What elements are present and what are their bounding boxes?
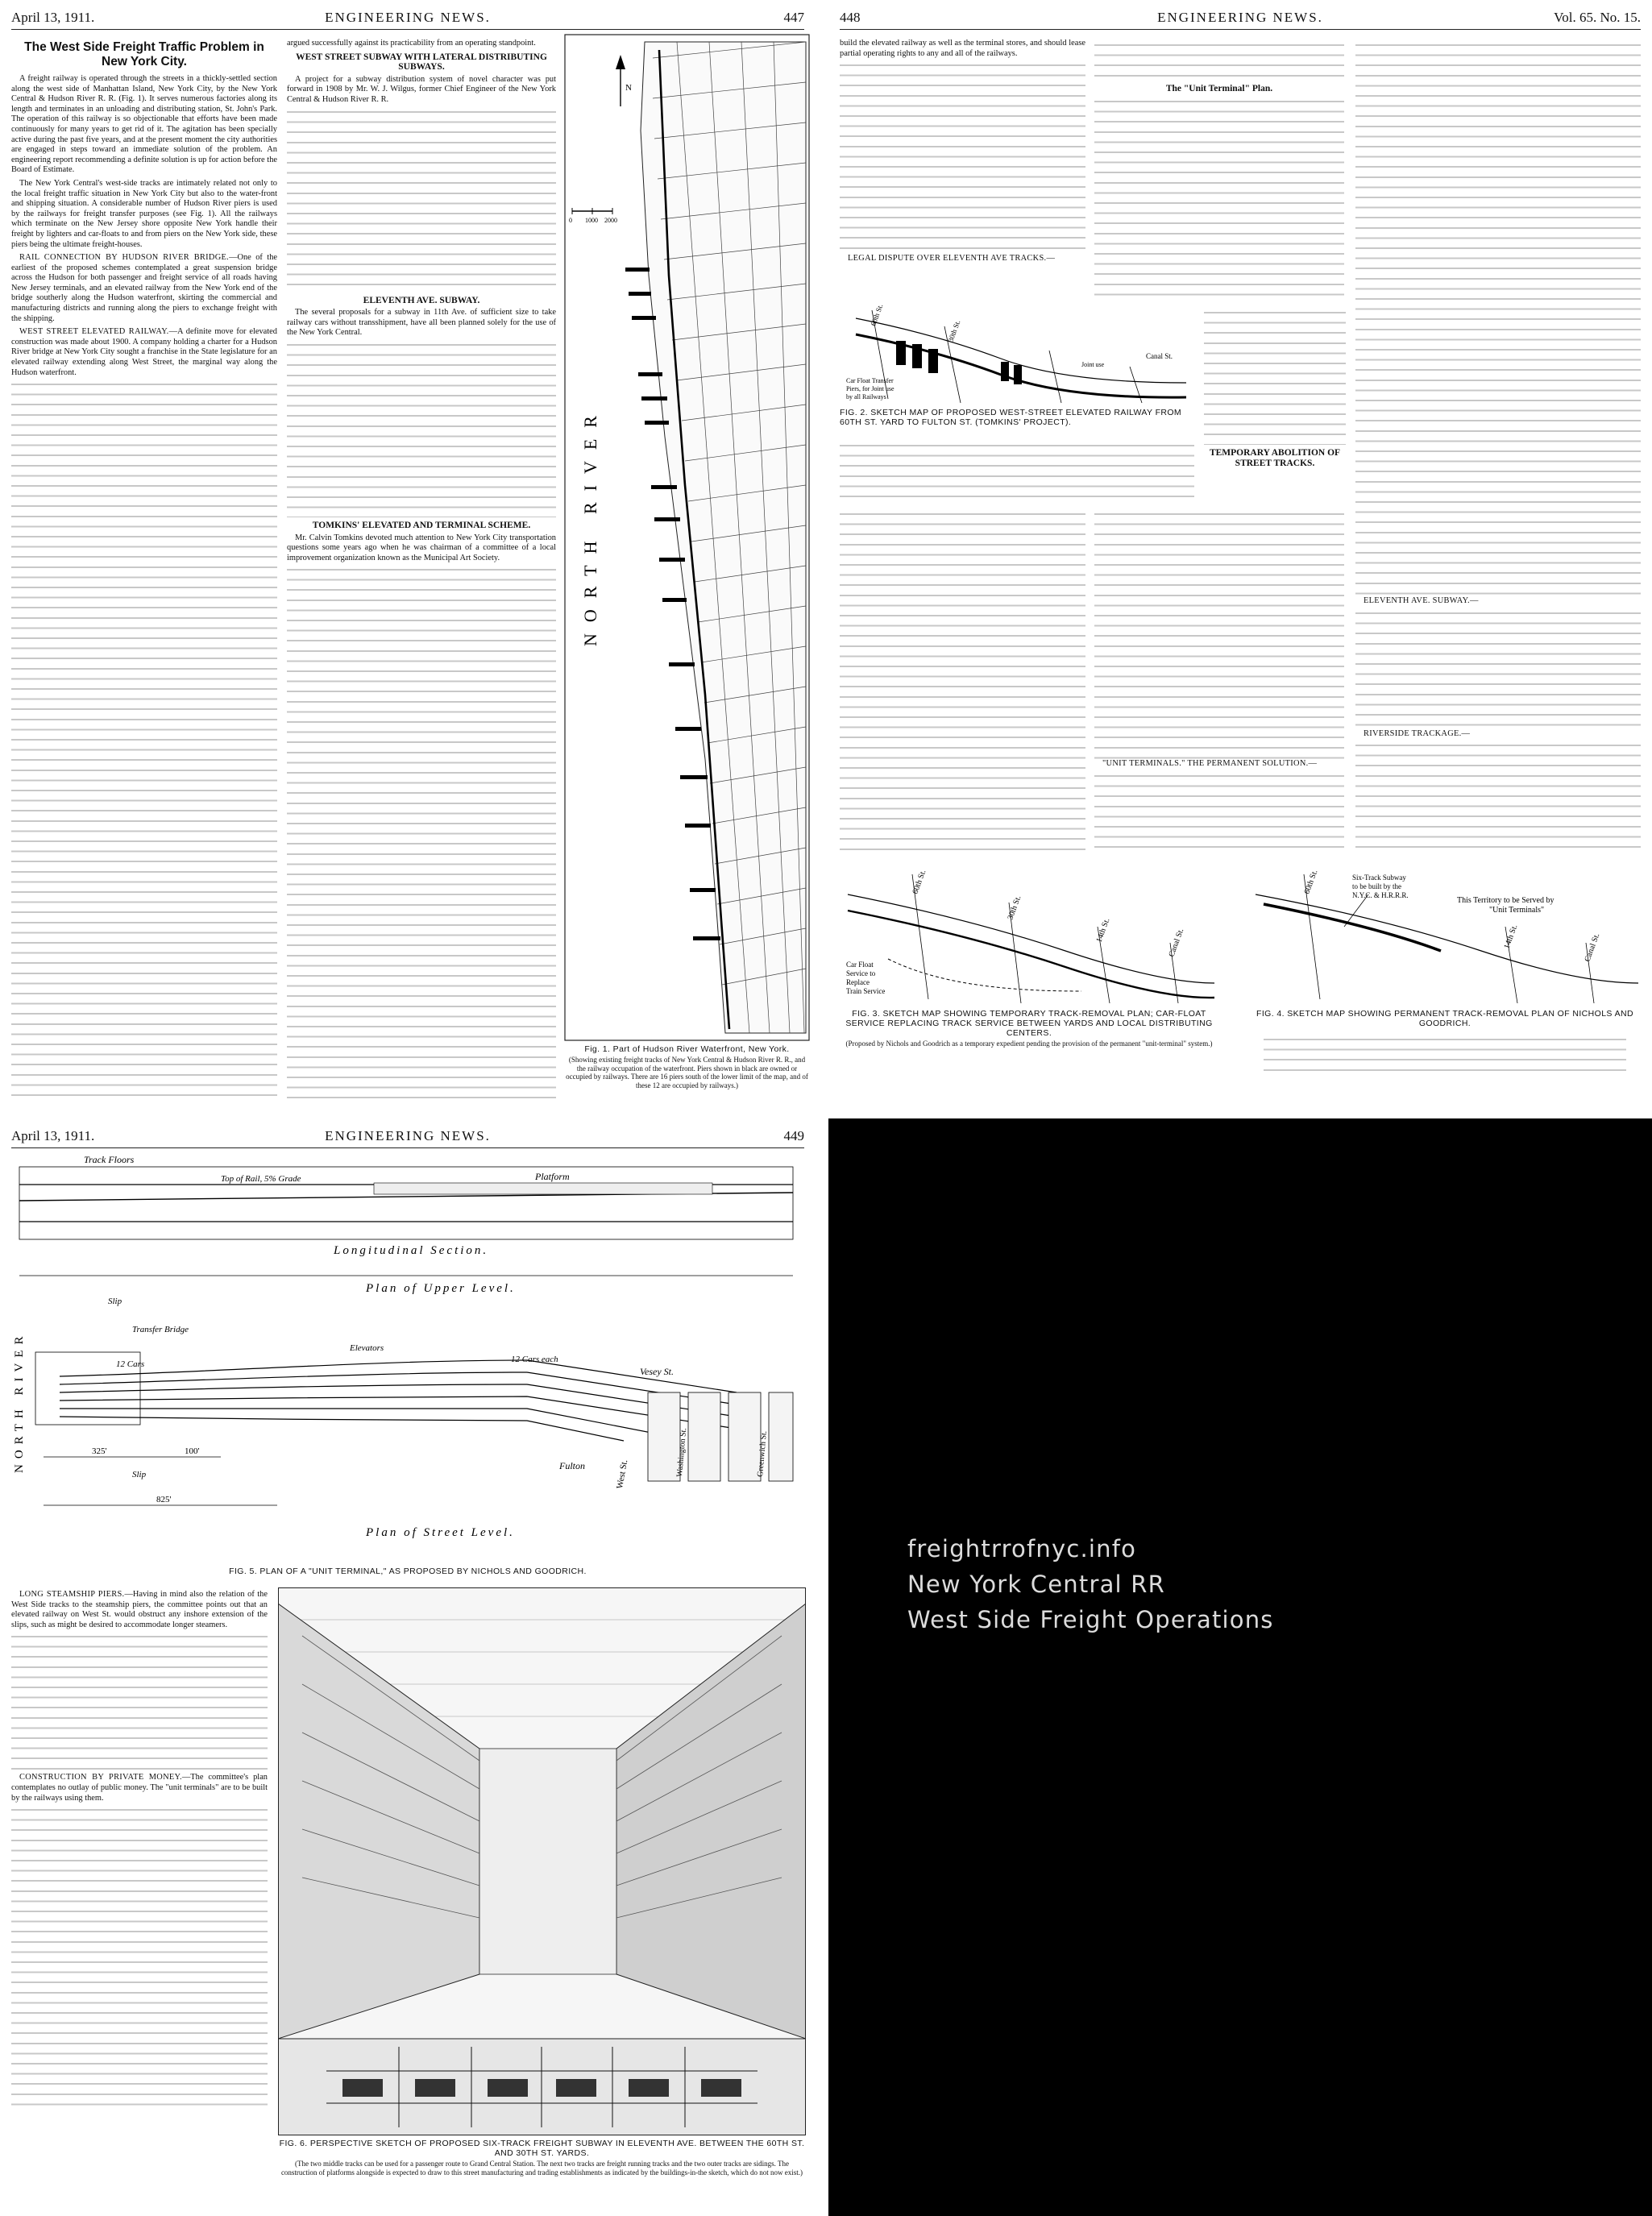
body-text-block [1094, 509, 1344, 759]
running-head [840, 8, 1641, 30]
svg-text:Longitudinal Section.: Longitudinal Section. [334, 1244, 489, 1257]
volume-number: Vol. 65. No. 15. [1554, 10, 1641, 25]
credit-railroad: New York Central RR [907, 1571, 1165, 1598]
figure-1-map [564, 34, 810, 1041]
section-text-west-street: A definite move for elevated construction was made about 1900. A company holding a charter for a Hudson River bridge at New York City sought a franchise in the State legislature for an elevated railway extending along West Street, the marginal way along the Hudson waterfront. [11, 327, 277, 377]
article-column-5: ELEVENTH AVE. SUBWAY.— RIVERSIDE TRACKAGE.— [1355, 39, 1641, 854]
section-head-subway: WEST STREET SUBWAY WITH LATERAL DISTRIBUTING SUBWAYS. [296, 52, 547, 73]
page-date: April 13, 1911. [11, 10, 95, 25]
svg-text:Six-Track Subway: Six-Track Subway [1352, 874, 1406, 882]
section-text-eleventh: The several proposals for a subway in 11th Ave. of sufficient size to take railway cars without transshipment, have all been planned solely for the use of the New York Central. [287, 308, 556, 338]
svg-text:Car Float Transfer: Car Float Transfer [846, 377, 894, 384]
journal-name: ENGINEERING NEWS. [325, 1128, 491, 1143]
svg-text:Track Floors: Track Floors [84, 1154, 135, 1165]
svg-text:This Territory to be Served by: This Territory to be Served by [1457, 896, 1554, 905]
figure-6-note: (The two middle tracks can be used for a passenger route to Grand Central Station. The next two tracks are freight running tracks and the two outer tracks are sidings. The construction of platforms alongside is expected to draw to this street manufacturing and trading establishments as indicated by the buildings-in-the sketch, which do not now exist.) [280, 2160, 803, 2177]
figure-2-map [840, 302, 1194, 407]
figure-4-caption [1247, 1009, 1642, 1028]
credit-panel [828, 1118, 1652, 2216]
figure-6-caption [278, 2139, 806, 2177]
journal-name: ENGINEERING NEWS. [325, 10, 491, 25]
svg-text:NORTH RIVER: NORTH RIVER [580, 405, 600, 646]
svg-text:Transfer Bridge: Transfer Bridge [132, 1325, 189, 1334]
figure-4-map [1247, 862, 1642, 1007]
svg-text:N.Y.C. & H.R.R.R.: N.Y.C. & H.R.R.R. [1352, 891, 1409, 899]
section-head-west-street: WEST STREET ELEVATED RAILWAY. [19, 327, 169, 337]
figure-1-note: (Showing existing freight tracks of New York Central & Hudson River R. R., and the railway occupation of the waterfront. Piers shown in black are owned or occupied by railways. There are 16 piers south of the lower limit of the map, and of these 12 are occupied by railways.) [566, 1056, 808, 1089]
body-text-block [11, 1805, 268, 2106]
figure-3-caption [840, 1009, 1218, 1048]
svg-text:325': 325' [92, 1446, 107, 1456]
body-text-block [1094, 40, 1344, 81]
article-column-1: The West Side Freight Traffic Problem in New York City. A freight railway is operated through the streets in a thickly-settled section along the west side of Manhattan Island, New York City, by the New York Central & Hudson River R. R. (Fig. 1). It serves numerous factories along its length and terminates in an unloading and distributing station, St. John's Park. The operation of this railway is so objectionable that efforts have been made continuously for many years to get rid of it. The agitation has been specially active during the past five years, and at the present moment the city authorities are engaged in steps toward an immediate solution of the problem. An engineering report recommending a definite solution is up for action before the Board of Estimate. The New York Central's west-side tracks are intimately related not only to the local freight traffic situation in New York City but also to the water-front and shipping situation. A considerable number of Hudson River piers is used by the railways for freight transfer purposes (see Fig. 1). All the railways which terminate on the New Jersey shore opposite New York handle their freight by lighters and car-floats to and from piers on the New York side, these piers being the ultimate freight-houses. RAIL CONNECTION BY HUDSON RIVER BRIDGE.—One of the earliest of the proposed schemes contemplated a great suspension bridge across the Hudson for both passenger and freight service of all roads having New Jersey terminals, and an elevated railway from the New York end of the bridge southerly along the Hudson waterfront, skirting the commercial and manufacturing districts and running along the piers to exchange freight with the shipping. WEST STREET ELEVATED RAILWAY.—A definite move for elevated construction was made about 1900. A company holding a charter for a Hudson River bridge at New York City sought a franchise in the State legislature for an elevated railway extending along West Street, the marginal way along the Hudson waterfront. [11, 39, 277, 1101]
figure-5-caption [11, 1567, 804, 1576]
credit-website: freightrrofnyc.info [907, 1535, 1137, 1562]
body-text-block [1355, 40, 1641, 596]
svg-text:Slip: Slip [132, 1470, 147, 1479]
svg-text:Washington St.: Washington St. [675, 1427, 689, 1478]
body-text-block [11, 380, 277, 1101]
svg-text:West St.: West St. [615, 1459, 630, 1490]
svg-text:Plan of Street Level.: Plan of Street Level. [366, 1526, 515, 1539]
running-head [11, 1127, 804, 1148]
body-text-block [287, 340, 556, 517]
section-text-rail: One of the earliest of the proposed schemes contemplated a great suspension bridge across the Hudson for both passenger and freight service of all roads having New Jersey terminals, and an elevated railway from the New York end of the bridge southerly along the Hudson waterfront, skirting the commercial and manufacturing districts and running along the piers to exchange freight with the shipping. [11, 253, 277, 323]
svg-text:30th St.: 30th St. [946, 318, 962, 343]
svg-text:Greenwich St.: Greenwich St. [756, 1430, 769, 1478]
figure-3-note: (Proposed by Nichols and Goodrich as a temporary expedient pending the provision of the permanent "unit-terminal" system.) [845, 1040, 1213, 1048]
article-column-2 [287, 39, 556, 1101]
section-head-tomkins: TOMKINS' ELEVATED AND TERMINAL SCHEME. [312, 520, 531, 530]
svg-text:Platform: Platform [535, 1171, 570, 1182]
section-head-eleventh: ELEVENTH AVE. SUBWAY. [363, 295, 480, 305]
svg-text:Replace: Replace [846, 978, 870, 986]
body-text-block [1355, 741, 1641, 854]
body-text-block [840, 441, 1194, 497]
section-text-subway: A project for a subway distribution system of novel character was put forward in 1908 by Mr. W. J. Wilgus, former Chief Engineer of the New York Central & Hudson River R. R. [287, 74, 556, 104]
section-head-piers: LONG STEAMSHIP PIERS. [19, 1590, 125, 1599]
section-head-permanent: "UNIT TERMINALS." THE PERMANENT SOLUTION. [1102, 759, 1309, 768]
svg-text:"Unit Terminals": "Unit Terminals" [1489, 906, 1545, 915]
figure-1-caption [564, 1044, 810, 1089]
journal-name: ENGINEERING NEWS. [1157, 10, 1323, 25]
page-448 [828, 0, 1652, 1108]
article-paragraph: build the elevated railway as well as the terminal stores, and should lease partial operating rights to any and all of the railways. [840, 39, 1085, 58]
figure-2-note-block [840, 439, 1194, 504]
page-date: April 13, 1911. [11, 1128, 95, 1143]
svg-text:N: N [625, 83, 632, 93]
svg-text:1000: 1000 [585, 217, 598, 224]
figure-4-title: FIG. 4. SKETCH MAP SHOWING PERMANENT TRACK-REMOVAL PLAN OF NICHOLS AND GOODRICH. [1256, 1009, 1633, 1028]
svg-text:60th St.: 60th St. [911, 869, 928, 896]
body-text-block [1094, 771, 1344, 854]
section-text-tomkins: Mr. Calvin Tomkins devoted much attention to New York City transportation questions some years ago when he was chairman of a committee of a local improvement organization known as the Municipal Art Society. [287, 533, 556, 562]
article-column-6 [1204, 306, 1346, 504]
svg-text:Canal St.: Canal St. [1583, 932, 1602, 964]
svg-text:Slip: Slip [108, 1297, 122, 1306]
page-number: 449 [783, 1128, 804, 1143]
svg-text:Vesey St.: Vesey St. [640, 1366, 674, 1377]
article-column-8: "UNIT TERMINALS." THE PERMANENT SOLUTION.— [1094, 508, 1344, 854]
article-column-9: LONG STEAMSHIP PIERS.—Having in mind also the relation of the West Side tracks to the steamship piers, the committee points out that an elevated railway on West St. would obstruct any inshore extension of the slips, such as might be desired to accommodate longer steamers. CONSTRUCTION BY PRIVATE MONEY.—The committee's plan contemplates no outlay of public money. The "unit terminals" are to be built by the railways using them. [11, 1590, 268, 2106]
body-text-block [1264, 1035, 1626, 1075]
svg-text:NORTH RIVER: NORTH RIVER [13, 1330, 26, 1473]
svg-text:60th St.: 60th St. [869, 302, 885, 327]
svg-text:14th St.: 14th St. [1502, 923, 1520, 951]
svg-text:2000: 2000 [604, 217, 617, 224]
section-head-rail: RAIL CONNECTION BY HUDSON RIVER BRIDGE. [19, 253, 230, 263]
svg-text:Canal St.: Canal St. [1146, 352, 1173, 360]
figure-3-map [840, 862, 1218, 1007]
figure-6-title: FIG. 6. PERSPECTIVE SKETCH OF PROPOSED SIX-TRACK FREIGHT SUBWAY IN ELEVENTH AVE. BETWEEN THE 60TH ST. AND 30TH ST. YARDS. [279, 2139, 805, 2158]
page-number: 448 [840, 10, 861, 25]
article-column-7 [840, 508, 1085, 854]
svg-text:by all Railways: by all Railways [846, 393, 886, 400]
section-text-piers: Having in mind also the relation of the West Side tracks to the steamship piers, the committee points out that an elevated railway on West St. would obstruct any inshore extension of the slips, such as might be desired to accommodate longer steamers. [11, 1590, 268, 1629]
figure-2-caption [840, 408, 1194, 427]
body-text-block [287, 107, 556, 293]
figure-6-perspective [278, 1587, 806, 2135]
svg-text:Joint use: Joint use [1081, 361, 1105, 368]
body-text-block [1204, 308, 1346, 445]
svg-text:Fulton: Fulton [559, 1460, 585, 1471]
page-447 [0, 0, 816, 1108]
figure-2-title: FIG. 2. SKETCH MAP OF PROPOSED WEST-STREET ELEVATED RAILWAY FROM 60TH ST. YARD TO FULTON ST. (TOMKINS' PROJECT). [840, 408, 1182, 427]
svg-text:100': 100' [185, 1446, 200, 1456]
article-column-4 [1094, 39, 1344, 301]
svg-text:60th St.: 60th St. [1302, 869, 1320, 896]
svg-text:Train Service: Train Service [846, 987, 886, 995]
svg-text:Canal St.: Canal St. [1167, 927, 1186, 959]
svg-text:Piers, for Joint use: Piers, for Joint use [846, 385, 894, 392]
figure-5-title: FIG. 5. PLAN OF A "UNIT TERMINAL," AS PROPOSED BY NICHOLS AND GOODRICH. [229, 1567, 587, 1576]
svg-text:12 Cars: 12 Cars [116, 1359, 145, 1369]
svg-text:14th St.: 14th St. [1094, 917, 1112, 944]
svg-text:Top of Rail, 5% Grade: Top of Rail, 5% Grade [221, 1174, 301, 1184]
body-text-block [1094, 97, 1344, 301]
section-head-legal: LEGAL DISPUTE OVER ELEVENTH AVE TRACKS. [848, 254, 1047, 264]
svg-text:Plan of Upper Level.: Plan of Upper Level. [366, 1282, 516, 1295]
article-paragraph: The New York Central's west-side tracks are intimately related not only to the local freight traffic situation in New York City but also to the water-front and shipping situation. A considerable number of Hudson River piers is used by the railways for freight transfer purposes (see Fig. 1). All the railways which terminate on the New Jersey shore opposite New York handle their freight by lighters and car-floats to and from piers on the New York side, these piers being the ultimate freight-houses. [11, 178, 277, 249]
page-449 [0, 1118, 816, 2216]
section-text-private: The committee's plan contemplates no outlay of public money. The "unit terminals" are to be built by the railways using them. [11, 1773, 268, 1803]
svg-text:825': 825' [156, 1495, 172, 1504]
article-paragraph: argued successfully against its practicability from an operating standpoint. [287, 39, 536, 48]
article-title: The West Side Freight Traffic Problem in New York City. [24, 40, 264, 68]
credit-text [907, 1531, 1274, 1637]
svg-text:to be built by the: to be built by the [1352, 882, 1401, 890]
section-head-private: CONSTRUCTION BY PRIVATE MONEY. [19, 1773, 182, 1782]
section-head-unit-terminal: The "Unit Terminal" Plan. [1165, 84, 1273, 93]
section-head-riverside: RIVERSIDE TRACKAGE. [1364, 728, 1462, 738]
credit-subject: West Side Freight Operations [907, 1606, 1274, 1633]
body-text-block [287, 565, 556, 1101]
body-text-block [11, 1632, 268, 1773]
figure-4-note-block [1264, 1033, 1626, 1081]
body-text-block [840, 60, 1085, 254]
figure-3-title: FIG. 3. SKETCH MAP SHOWING TEMPORARY TRACK-REMOVAL PLAN; CAR-FLOAT SERVICE REPLACING TRACK SERVICE BETWEEN YARDS AND LOCAL DISTRIBUTING CENTERS. [845, 1009, 1213, 1038]
running-head [11, 8, 804, 30]
body-text-block [840, 509, 1085, 854]
article-lead: A freight railway is operated through the streets in a thickly-settled section along the west side of Manhattan Island, New York City, by the New York Central & Hudson River R. R. (Fig. 1). It serves numerous factories along its length and terminates in an unloading and distributing station, St. John's Park. The operation of this railway is so objectionable that efforts have been made continuously for many years to get rid of it. The agitation has been specially active during the past five years, and at the present moment the city authorities are engaged in steps toward an immediate solution of the problem. An engineering report recommending a definite solution is up for action before the Board of Estimate. [11, 74, 277, 175]
figure-1-title: Fig. 1. Part of Hudson River Waterfront, New York. [584, 1044, 790, 1054]
article-column-3: build the elevated railway as well as the terminal stores, and should lease partial operating rights to any and all of the railways. LEGAL DISPUTE OVER ELEVENTH AVE TRACKS.— [840, 39, 1085, 264]
page-number: 447 [783, 10, 804, 25]
svg-text:Elevators: Elevators [350, 1343, 384, 1353]
svg-text:Service to: Service to [846, 969, 876, 977]
body-text-block [1355, 608, 1641, 729]
figure-5-plan [11, 1151, 804, 1562]
svg-text:0: 0 [569, 217, 572, 224]
section-head-eleventh-subway: ELEVENTH AVE. SUBWAY. [1364, 596, 1470, 605]
svg-text:12 Cars each: 12 Cars each [511, 1355, 558, 1364]
svg-text:Car Float: Car Float [846, 961, 874, 969]
svg-text:30th St.: 30th St. [1006, 894, 1023, 922]
section-head-temporary: TEMPORARY ABOLITION OF STREET TRACKS. [1209, 448, 1341, 468]
